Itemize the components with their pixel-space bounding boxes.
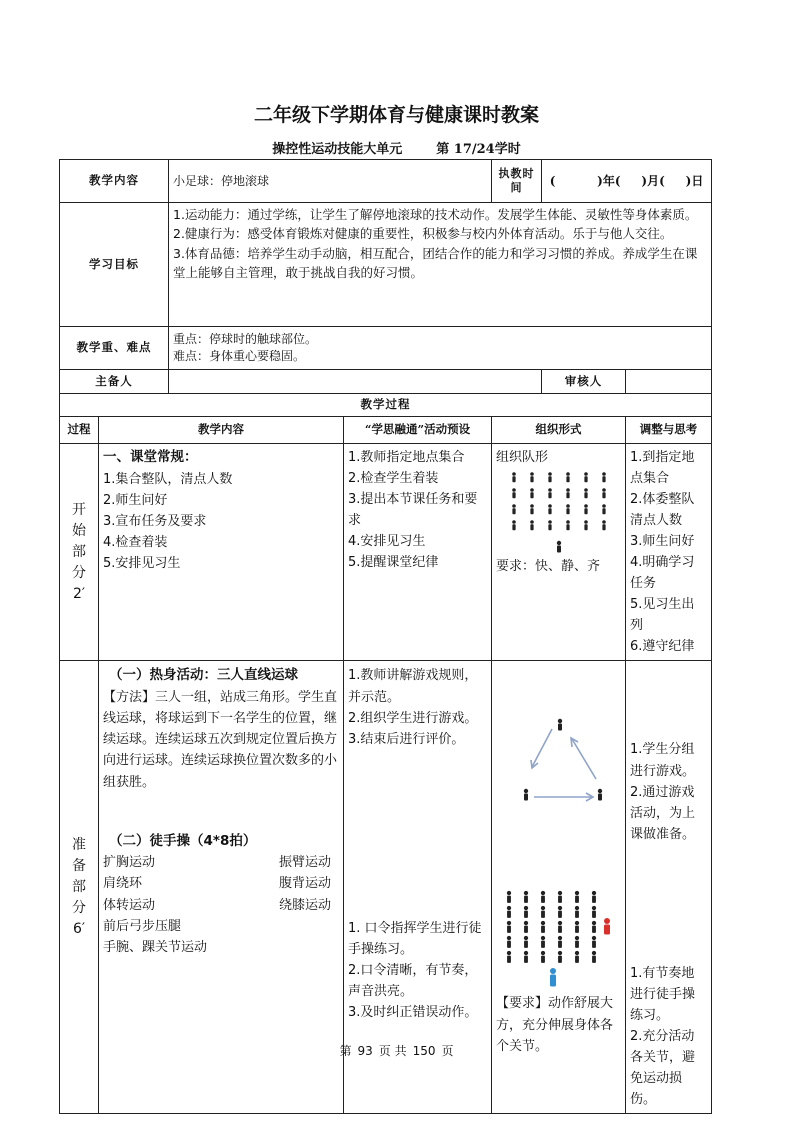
stage-prep-name: 准备部分6′ (60, 661, 99, 1114)
col-header-activity: “学思融通”活动预设 (344, 417, 492, 444)
triangle-drill-diagram (496, 671, 624, 821)
list-item: 2.口令清晰，有节奏，声音洪亮。 (348, 962, 478, 999)
stage-start-content: 一、课堂常规： 1.集合整队，清点人数 2.师生问好 3.宣布任务及要求 4.检查着装 5.安排见习生 (99, 444, 344, 661)
student-figure-icon (574, 891, 578, 903)
student-figure-icon (506, 891, 510, 903)
lesson-plan-table (59, 159, 712, 1114)
col-header-organization: 组织形式 (492, 417, 626, 444)
list-item: 5.提醒课堂纪律 (348, 555, 439, 571)
student-figure-icon (524, 789, 528, 801)
exercise-formation-diagram (503, 889, 615, 993)
stage-start-activities (344, 444, 492, 661)
preparer-label: 主备人 (60, 370, 169, 394)
student-figure-icon (512, 472, 516, 482)
student-figure-icon (566, 520, 570, 530)
page-title: 二年级下学期体育与健康课时教案 (253, 104, 539, 126)
student-figure-icon (591, 936, 595, 948)
subtitle (0, 138, 793, 157)
student-figure-icon (540, 936, 544, 948)
student-figure-icon (523, 921, 527, 933)
student-figure-icon (566, 488, 570, 498)
student-figure-icon (557, 951, 561, 963)
student-figure-icon (602, 472, 606, 482)
stage-start-name: 开始部分2′ (60, 444, 99, 661)
page-footer: 第 93 页 共 150 页 (339, 1044, 454, 1058)
student-figure-icon (530, 520, 534, 530)
student-figure-icon (584, 472, 588, 482)
date-fill: ( )年( )月( )日 (542, 160, 712, 203)
goal-item: 2.健康行为：感受体育锻炼对健康的重要性，积极参与校内外体育活动。乐于与他人交往。 (173, 226, 673, 242)
student-figure-icon (523, 891, 527, 903)
student-figure-icon (530, 488, 534, 498)
leader-figure-icon (604, 918, 610, 935)
student-figure-icon (523, 936, 527, 948)
list-item: 3.师生问好 (630, 534, 695, 550)
list-item: 2.充分活动各关节，避免运动损伤。 (630, 1028, 696, 1107)
list-item: 3.结束后进行评价。 (348, 731, 465, 747)
exercise-pair: 扩胸运动 振臂运动 (103, 855, 332, 871)
list-item: 4.明确学习任务 (630, 555, 695, 592)
goal-item: 1.运动能力：通过学练，让学生了解停地滚球的技术动作。发展学生体能、灵敏性等身体素质。 (173, 207, 698, 222)
student-figure-icon (523, 951, 527, 963)
student-figure-icon (548, 520, 552, 530)
student-figure-icon (584, 520, 588, 530)
student-figure-icon (523, 906, 527, 918)
stage-start-reflection (626, 444, 712, 661)
list-item: 1.教师讲解游戏规则，并示范。 (348, 668, 478, 705)
list-item: 3.提出本节课任务和要求 (348, 492, 478, 529)
list-item: 4.检查着装 (103, 535, 168, 550)
lesson-number: 第 17/24学时 (436, 142, 521, 157)
col-header-reflection: 调整与思考 (626, 417, 712, 444)
preparer-row (60, 370, 712, 394)
warmup-title: （一）热身活动：三人直线运球 (109, 667, 298, 684)
preparer-value (169, 370, 542, 394)
list-item: 5.见习生出列 (630, 597, 695, 634)
list-item: 3.及时纠正错误动作。 (348, 1004, 478, 1020)
difficulty: 难点：身体重心要稳固。 (173, 349, 306, 363)
org-requirement: 要求：快、静、齐 (496, 559, 601, 575)
goal-item: 3.体育品德：培养学生动手动脑，相互配合，团结合作的能力和学习习惯的养成。养成学生在课堂上能够自主管理，敢于挑战自我的好习惯。 (173, 245, 698, 281)
exercise-requirement: 【要求】动作舒展大方，充分伸展身体各个关节。 (496, 996, 614, 1054)
arrow-icon (534, 793, 593, 801)
list-item: 1.到指定地点集合 (630, 450, 695, 487)
list-item: 1.集合整队，清点人数 (103, 471, 233, 487)
list-item: 1.教师指定地点集合 (348, 450, 465, 465)
total-pages: 150 (412, 1044, 436, 1058)
list-item: 2.体委整队清点人数 (630, 492, 695, 529)
exercise-pair: 体转运动 绕膝运动 (103, 897, 332, 913)
list-item: 2.检查学生着装 (348, 471, 439, 487)
student-figure-icon (591, 921, 595, 933)
list-item: 5.安排见习生 (103, 556, 181, 572)
teacher-figure-icon (550, 968, 556, 987)
student-figure-icon (557, 891, 561, 903)
student-figure-icon (530, 472, 534, 482)
exercise-item: 手腕、踝关节运动 (103, 939, 208, 955)
time-label: 执教时间 (492, 160, 542, 203)
process-title-row (60, 394, 712, 417)
content-value: 小足球：停地滚球 (169, 160, 492, 203)
goals-label: 学习目标 (60, 203, 169, 327)
warmup-method: 【方法】三人一组，站成三角形。学生直线运球，将球运到下一名学生的位置，继续运球。连续运球五次到规定位置后换方向进行运球。连续运球换位置次数多的小组获胜。 (103, 690, 338, 790)
student-figure-icon (512, 520, 516, 530)
stage-start-organization (492, 444, 626, 661)
student-figure-icon (566, 504, 570, 514)
student-figure-icon (602, 520, 606, 530)
student-figure-icon (591, 951, 595, 963)
student-figure-icon (548, 472, 552, 482)
stage-start-row (60, 444, 712, 661)
student-figure-icon (506, 921, 510, 933)
list-item: 1.有节奏地进行徒手操练习。 (630, 965, 696, 1023)
student-figure-icon (506, 951, 510, 963)
list-item: 1.学生分组进行游戏。 (630, 742, 696, 779)
reviewer-value (626, 370, 712, 394)
exercise-item: 前后弓步压腿 (103, 918, 182, 934)
student-figure-icon (591, 906, 595, 918)
list-item: 4.安排见习生 (348, 534, 426, 550)
process-title: 教学过程 (60, 394, 712, 417)
formation-diagram (499, 468, 619, 556)
list-item: 2.组织学生进行游戏。 (348, 710, 478, 726)
student-figure-icon (574, 921, 578, 933)
student-figure-icon (540, 921, 544, 933)
student-figure-icon (574, 936, 578, 948)
student-figure-icon (584, 504, 588, 514)
content-row (60, 160, 712, 203)
arrow-icon (531, 729, 552, 768)
student-figure-icon (512, 504, 516, 514)
student-figure-icon (557, 921, 561, 933)
student-figure-icon (566, 472, 570, 482)
list-item: 1. 口令指挥学生进行徒手操练习。 (348, 920, 482, 957)
student-figure-icon (598, 789, 602, 801)
col-header-stage: 过程 (60, 417, 99, 444)
reviewer-label: 审核人 (542, 370, 626, 394)
keypoints-row (60, 327, 712, 370)
goals-row (60, 203, 712, 327)
student-figure-icon (602, 488, 606, 498)
student-figure-icon (506, 936, 510, 948)
student-figure-icon (506, 906, 510, 918)
student-formation (506, 891, 595, 963)
org-label: 组织队形 (496, 450, 549, 465)
student-figure-icon (512, 488, 516, 498)
student-figure-icon (584, 488, 588, 498)
student-figure-icon (574, 906, 578, 918)
student-figure-icon (557, 936, 561, 948)
student-figure-icon (530, 504, 534, 514)
page-number: 93 (357, 1044, 373, 1058)
arrow-icon (571, 738, 596, 779)
student-figure-icon (540, 906, 544, 918)
list-item: 3.宣布任务及要求 (103, 513, 207, 529)
goals-list (169, 203, 712, 327)
exercise-title: （二）徒手操（4*8拍） (109, 832, 257, 849)
student-formation (512, 472, 606, 530)
teacher-figure-icon (556, 541, 560, 553)
student-figure-icon (540, 891, 544, 903)
exercise-pair: 肩绕环 腹背运动 (103, 876, 332, 892)
student-figure-icon (591, 891, 595, 903)
student-figure-icon (574, 951, 578, 963)
student-figure-icon (540, 951, 544, 963)
student-figure-icon (548, 488, 552, 498)
content-label: 教学内容 (60, 160, 169, 203)
list-item: 2.师生问好 (103, 492, 168, 508)
col-header-content: 教学内容 (99, 417, 344, 444)
list-item: 6.遵守纪律 (630, 639, 695, 655)
column-header-row (60, 417, 712, 444)
key-point: 重点：停球时的触球部位。 (173, 331, 318, 346)
unit-name: 操控性运动技能大单元 (272, 142, 403, 157)
list-item: 2.通过游戏活动，为上课做准备。 (630, 784, 696, 842)
student-figure-icon (602, 504, 606, 514)
keypoints-text (169, 327, 712, 370)
student-figure-icon (557, 906, 561, 918)
student-figure-icon (558, 719, 562, 731)
student-figure-icon (548, 504, 552, 514)
keypoints-label: 教学重、难点 (60, 327, 169, 370)
